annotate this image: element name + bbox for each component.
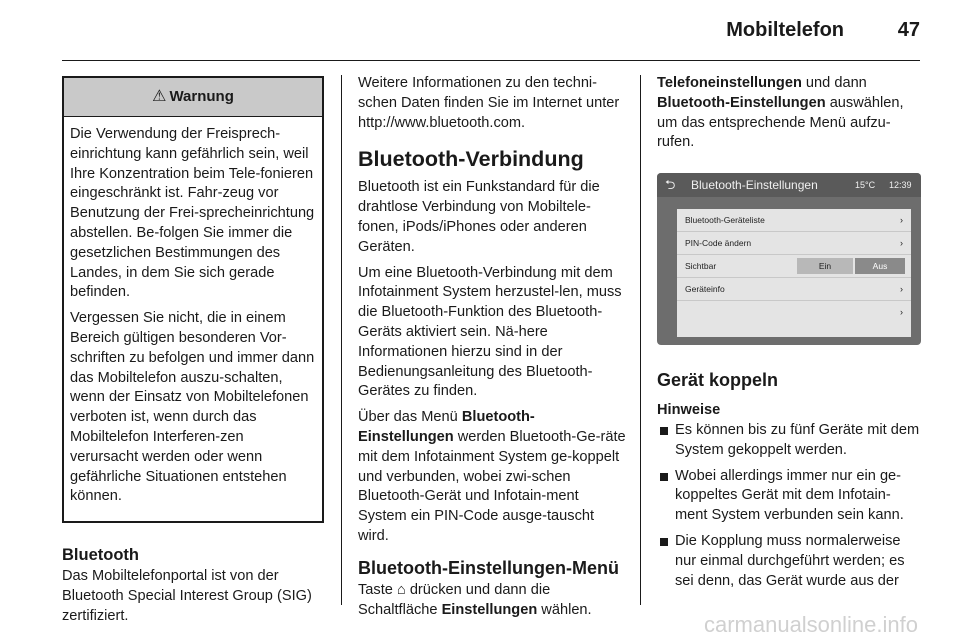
chevron-right-icon: › <box>900 284 903 295</box>
screen-menu-item: Geräteinfo › <box>677 278 911 300</box>
visibility-on-button: Ein <box>797 258 853 274</box>
header-rule <box>62 60 920 61</box>
list-item: Wobei allerdings immer nur ein ge-koppeltes Gerät mit dem Infotain-ment System verbunden sein kann. <box>657 467 923 526</box>
screen-menu-item-empty <box>677 301 911 323</box>
screen-title-bar <box>657 173 921 197</box>
column-divider-1 <box>341 75 342 605</box>
page-number: 47 <box>897 19 920 41</box>
watermark: carmanualsonline.info <box>703 612 918 637</box>
chevron-right-icon: › <box>900 215 903 226</box>
bluetooth-connection-heading: Bluetooth-Verbindung <box>358 147 584 172</box>
warning-triangle-icon: ⚠ <box>152 88 167 105</box>
paragraph-1: Bluetooth ist ein Funkstandard für die drahtlose Verbindung von Mobiltele-fonen, iPods/iPhones oder anderen Geräten. <box>358 179 600 255</box>
chevron-right-icon: › <box>900 307 903 318</box>
running-title: Mobiltelefon <box>726 19 844 41</box>
screen-menu-item: Bluetooth-Geräteliste › <box>677 209 911 231</box>
screen-title: Bluetooth-Einstellungen <box>691 178 818 193</box>
pairing-heading: Gerät koppeln <box>657 370 779 391</box>
warning-header <box>64 78 322 117</box>
visibility-off-button: Aus <box>855 258 905 274</box>
home-key-icon: ⌂ <box>396 581 406 598</box>
intro-paragraph: Weitere Informationen zu den techni-schen Daten finden Sie im Internet unter http://www.bluetooth.com. <box>358 75 620 131</box>
warning-box <box>62 76 324 523</box>
list-item: Es können bis zu fünf Geräte mit dem System gekoppelt werden. <box>657 421 923 461</box>
notes-title: Hinweise <box>657 402 721 419</box>
back-arrow-icon: ⮌ <box>665 177 676 193</box>
screen-menu-item: Sichtbar Ein Aus <box>677 255 911 277</box>
notes-list <box>657 421 923 591</box>
warning-paragraph-1: Die Verwendung der Freisprech-einrichtung kann gefährlich sein, weil Ihre Konzentration beim Tele-fonieren eingeschränkt ist. Fahr-zeug vor Benutzung der Frei-sprecheinrichtung abstellen. Be-folgen Sie immer die gesetzlichen Bestimmungen des Landes, in dem Sie sich gerade befinden. <box>70 126 315 301</box>
chevron-right-icon: › <box>900 238 903 249</box>
settings-menu-heading: Bluetooth-Einstellungen-Menü <box>358 557 619 578</box>
warning-title: Warnung <box>169 88 234 105</box>
paragraph-3: Über das Menü Bluetooth-Einstellungen werden Bluetooth-Ge-räte mit dem Infotainment System ge-koppelt und verbunden, wobei zwi-schen Bluetooth-Gerät und Infotain-ment System ein PIN-Code ausge-tauscht wird. <box>358 409 626 544</box>
column-1 <box>62 74 324 633</box>
page-header <box>0 0 960 60</box>
column-2 <box>358 74 626 626</box>
bluetooth-heading: Bluetooth <box>62 546 139 565</box>
screen-menu-item: PIN-Code ändern › <box>677 232 911 254</box>
settings-button-name: Einstellungen <box>441 601 538 618</box>
column-divider-2 <box>640 75 641 605</box>
screen-temperature: 15°C <box>855 180 876 191</box>
bluetooth-text: Das Mobiltelefonportal ist von der Bluetooth Special Interest Group (SIG) zertifiziert. <box>62 568 312 624</box>
warning-body <box>64 117 322 521</box>
list-item: Die Kopplung muss normalerweise nur einmal durchgeführt werden; es sei denn, das Gerät wurde aus der <box>657 532 923 591</box>
infotainment-screenshot <box>657 173 921 345</box>
menu-name: Bluetooth-Einstellungen <box>358 409 535 445</box>
settings-path-paragraph: Telefoneinstellungen und dann Bluetooth-Einstellungen auswählen, um das entsprechende Menü aufzu-rufen. <box>657 75 904 151</box>
paragraph-2: Um eine Bluetooth-Verbindung mit dem Infotainment System herzustel-len, muss die Bluetooth-Funktion des Bluetooth-Geräts aktiviert sein. Nä-here Informationen hierzu sind in der Bedienungsanleitung des Bluetooth-Gerätes zu finden. <box>358 264 622 400</box>
warning-paragraph-2: Vergessen Sie nicht, die in einem Bereich gültigen besonderen Vor-schriften zu befolgen und immer dann das Mobiltelefon auszu-schalten, wenn der Einsatz von Mobiltelefonen verboten ist, wenn durch das Mobiltelefon Interferen-zen verursacht werden oder wenn gefährliche Situationen entstehen können. <box>70 310 315 505</box>
column-3 <box>657 74 923 597</box>
screen-menu-panel <box>677 209 911 337</box>
paragraph-4: Taste ⌂ drücken und dann die Schaltfläche Einstellungen wählen. <box>358 581 592 618</box>
screen-clock: 12:39 <box>889 180 912 191</box>
